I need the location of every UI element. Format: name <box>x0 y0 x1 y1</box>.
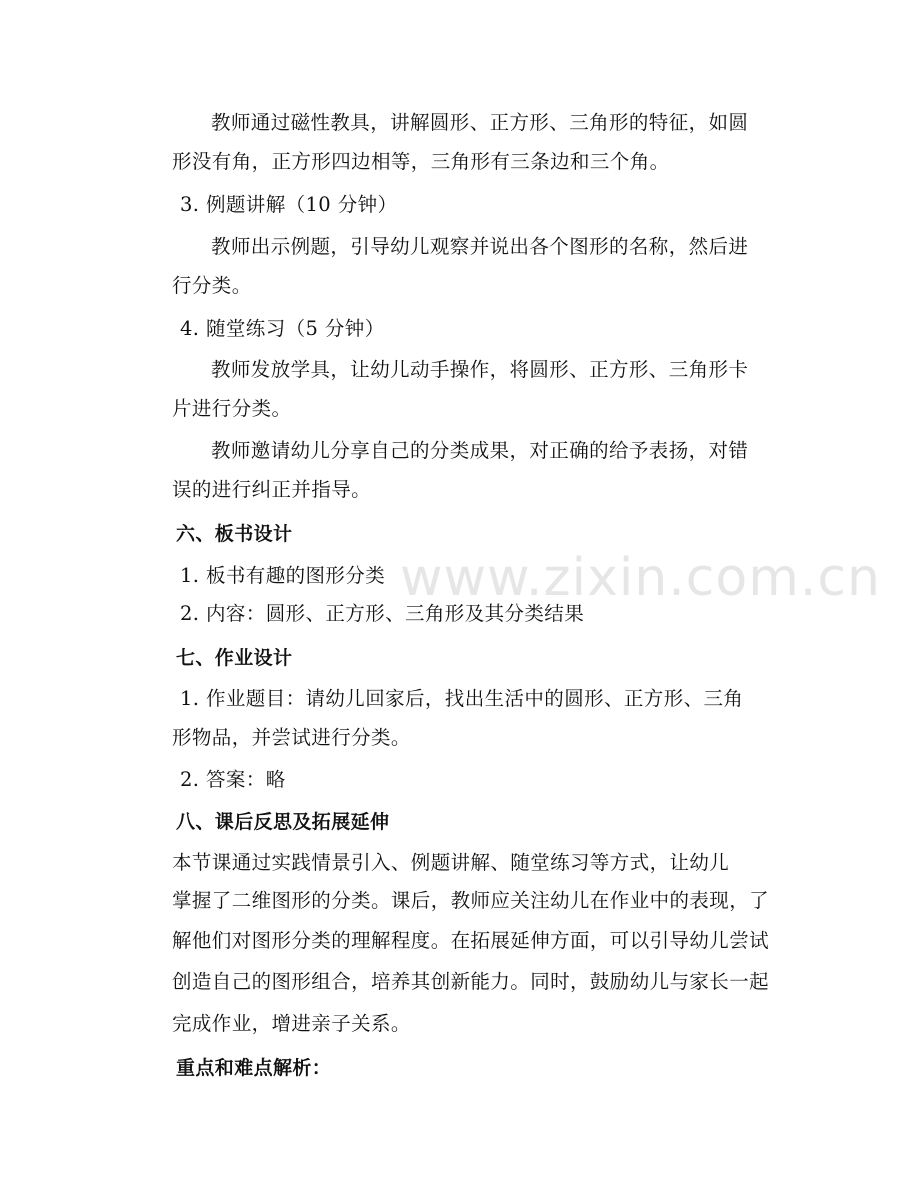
list-item: 1. 作业题目：请幼儿回家后，找出生活中的圆形、正方形、三角 <box>180 687 744 710</box>
section-heading: 六、板书设计 <box>176 523 293 545</box>
paragraph-line: 本节课通过实践情景引入、例题讲解、随堂练习等方式，让幼儿 <box>172 851 730 874</box>
paragraph-line: 教师发放学具，让幼儿动手操作，将圆形、正方形、三角形卡 <box>211 358 749 381</box>
paragraph-line: 教师通过磁性教具，讲解圆形、正方形、三角形的特征，如圆 <box>211 111 749 134</box>
paragraph-line: 形物品，并尝试进行分类。 <box>172 726 411 749</box>
section-heading: 重点和难点解析： <box>176 1057 332 1079</box>
paragraph-line: 误的进行纠正并指导。 <box>172 478 372 501</box>
list-item: 4. 随堂练习（5 分钟） <box>180 317 385 340</box>
paragraph-line: 教师邀请幼儿分享自己的分类成果，对正确的给予表扬，对错 <box>211 439 749 462</box>
section-heading: 八、课后反思及拓展延伸 <box>176 811 390 833</box>
paragraph-line: 完成作业，增进亲子关系。 <box>172 1012 411 1035</box>
list-item: 1. 板书有趣的图形分类 <box>180 564 386 587</box>
paragraph-line: 创造自己的图形组合，培养其创新能力。同时，鼓励幼儿与家长一起 <box>172 970 770 993</box>
paragraph-line: 片进行分类。 <box>172 397 292 420</box>
paragraph-line: 解他们对图形分类的理解程度。在拓展延伸方面，可以引导幼儿尝试 <box>172 929 770 952</box>
section-heading: 七、作业设计 <box>176 647 293 669</box>
paragraph-line: 行分类。 <box>172 274 252 297</box>
list-item: 2. 内容：圆形、正方形、三角形及其分类结果 <box>180 602 585 625</box>
paragraph-line: 形没有角，正方形四边相等，三角形有三条边和三个角。 <box>172 150 670 173</box>
list-item: 3. 例题讲解（10 分钟） <box>180 193 398 216</box>
paragraph-line: 掌握了二维图形的分类。课后，教师应关注幼儿在作业中的表现，了 <box>172 889 770 912</box>
paragraph-line: 教师出示例题，引导幼儿观察并说出各个图形的名称，然后进 <box>211 235 749 258</box>
watermark: www.zixin.com.cn <box>400 548 881 608</box>
list-item: 2. 答案：略 <box>180 768 286 791</box>
